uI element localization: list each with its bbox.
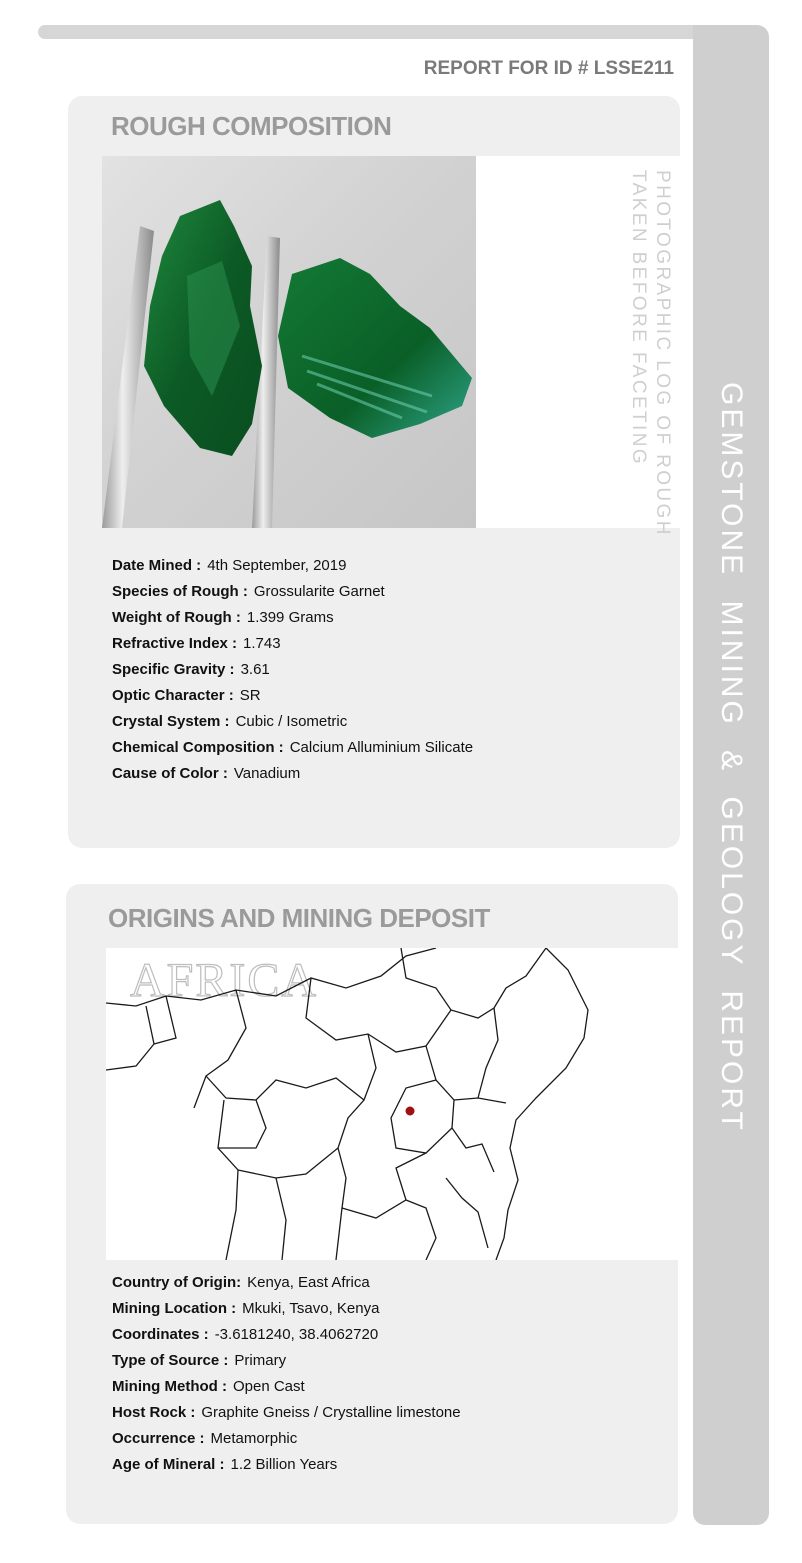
detail-row-age-of-mineral: Age of Mineral : 1.2 Billion Years: [112, 1456, 338, 1473]
detail-row-mining-method: Mining Method : Open Cast: [112, 1378, 305, 1395]
detail-row-species: Species of Rough : Grossularite Garnet: [112, 583, 385, 600]
detail-row-type-of-source: Type of Source : Primary: [112, 1352, 287, 1369]
detail-row-weight: Weight of Rough : 1.399 Grams: [112, 609, 334, 626]
detail-row-country: Country of Origin: Kenya, East Africa: [112, 1274, 370, 1291]
detail-row-date-mined: Date Mined : 4th September, 2019: [112, 557, 347, 574]
origins-heading: ORIGINS AND MINING DEPOSIT: [108, 903, 490, 933]
africa-map-drawing: [106, 948, 678, 1260]
detail-row-crystal-system: Crystal System : Cubic / Isometric: [112, 713, 348, 730]
photo-caption-line2: TAKEN BEFORE FACETING: [628, 170, 649, 467]
detail-row-refractive-index: Refractive Index : 1.743: [112, 635, 281, 652]
gem-right: [278, 258, 472, 438]
photo-caption: [626, 170, 674, 537]
rough-details-list: [112, 553, 473, 787]
rough-gemstone-photo: [102, 156, 476, 528]
tweezer-left-arm: [102, 226, 154, 528]
report-side-title: GEMSTONE MINING & GEOLOGY REPORT: [715, 381, 748, 1133]
gemstone-illustration: [102, 156, 476, 528]
detail-row-coordinates: Coordinates : -3.6181240, 38.4062720: [112, 1326, 379, 1343]
detail-row-host-rock: Host Rock : Graphite Gneiss / Crystalline limestone: [112, 1404, 461, 1421]
detail-row-occurrence: Occurrence : Metamorphic: [112, 1430, 298, 1447]
top-frame-bar: [38, 25, 758, 39]
detail-row-mining-location: Mining Location : Mkuki, Tsavo, Kenya: [112, 1300, 380, 1317]
africa-map: [106, 948, 678, 1260]
photo-caption-line1: PHOTOGRAPHIC LOG OF ROUGH: [652, 170, 673, 537]
rough-composition-heading: ROUGH COMPOSITION: [111, 111, 392, 141]
map-region-label: AFRICA: [130, 954, 319, 1007]
detail-row-specific-gravity: Specific Gravity : 3.61: [112, 661, 270, 678]
detail-row-optic-character: Optic Character : SR: [112, 687, 261, 704]
side-title-container: [693, 381, 769, 1133]
detail-row-chemical-composition: Chemical Composition : Calcium Alluminium Silicate: [112, 739, 474, 756]
rough-photo-area: [102, 156, 680, 537]
location-dot-icon: [406, 1107, 415, 1116]
report-id: REPORT FOR ID # LSSE211: [423, 58, 674, 79]
origin-details-list: [112, 1270, 461, 1478]
detail-row-cause-of-color: Cause of Color : Vanadium: [112, 765, 301, 782]
